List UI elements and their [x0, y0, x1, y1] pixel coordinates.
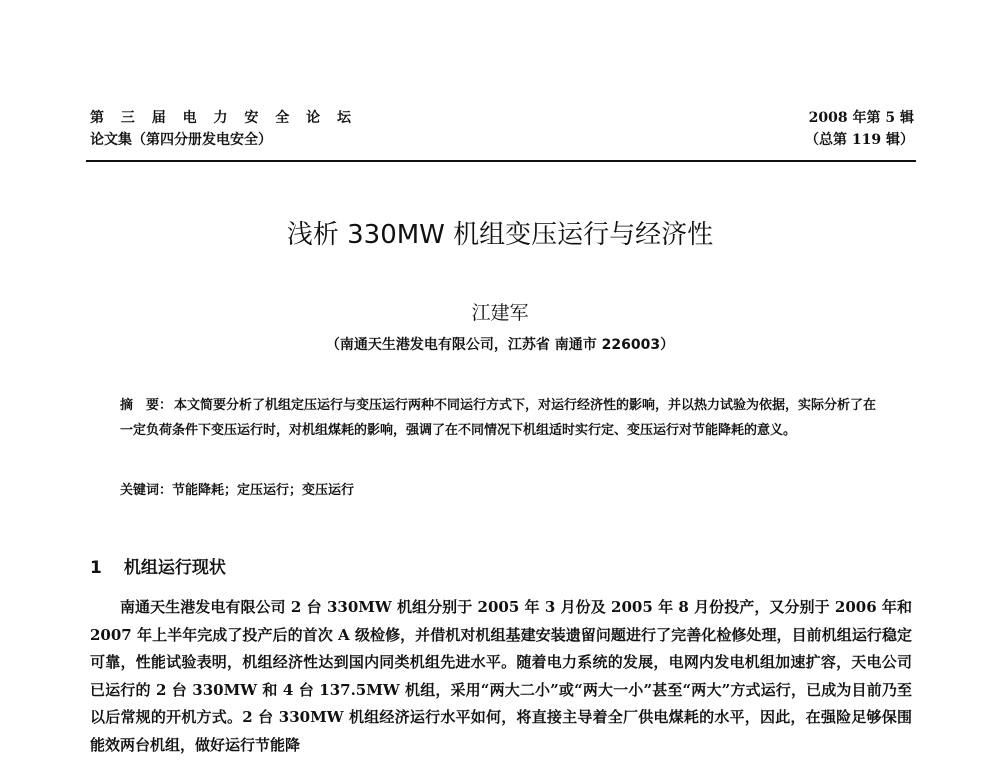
- section-paragraph: 南通天生港发电有限公司 2 台 330MW 机组分别于 2005 年 3 月份及 2005 年 8 月份投产，又分别于 2006 年和 2007 年上半年完成了投产后的首次 A 级检修，并借机对机组基建安装遗留问题进行了完善化检修处理，目前机组运行稳定可靠，性能试验表明，机组经济性达到国内同类机组先进水平。随着电力系统的发展，电网内发电机组加速扩容，天电公司已运行的 2 台 330MW 和 4 台 137.5MW 机组，采用“两大二小”或“两大一小”甚至“两大”方式运行，已成为目前乃至以后常规的开机方式。2 台 330MW 机组经济运行水平如何，将直接主导着全厂供电煤耗的水平，因此，在强险足够保围能效两台机组，做好运行节能降: [90, 598, 912, 754]
- collection-name: 论文集（第四分册发电安全）: [90, 132, 272, 148]
- abstract-label: 摘 要：: [120, 398, 173, 413]
- keywords: [120, 480, 880, 502]
- abstract: [120, 393, 880, 443]
- conference-name: 第 三 届 电 力 安 全 论 坛: [90, 110, 357, 126]
- journal-header-right: [805, 107, 914, 151]
- issue-number: 2008 年第 5 辑: [808, 110, 914, 126]
- abstract-text: 本文简要分析了机组定压运行与变压运行两种不同运行方式下，对运行经济性的影响，并以热力试验为依据，实际分析了在一定负荷条件下变压运行时，对机组煤耗的影响，强调了在不同情况下机组适时实行定、变压运行对节能降耗的意义。: [120, 398, 877, 438]
- journal-header-left: [90, 107, 357, 151]
- total-issue: （总第 119 辑）: [805, 132, 914, 148]
- section-title: 机组运行现状: [123, 558, 226, 578]
- section-heading: [90, 553, 226, 578]
- keywords-label: 关键词：: [120, 483, 173, 498]
- author-affiliation: （南通天生港发电有限公司，江苏省 南通市 226003）: [325, 337, 675, 353]
- header-rule: [86, 160, 916, 162]
- author-name: 江建军: [471, 302, 529, 324]
- section-number: 1: [90, 558, 102, 578]
- keywords-text: 节能降耗；定压运行；变压运行: [172, 483, 355, 498]
- paper-title: 浅析 330MW 机组变压运行与经济性: [286, 220, 714, 250]
